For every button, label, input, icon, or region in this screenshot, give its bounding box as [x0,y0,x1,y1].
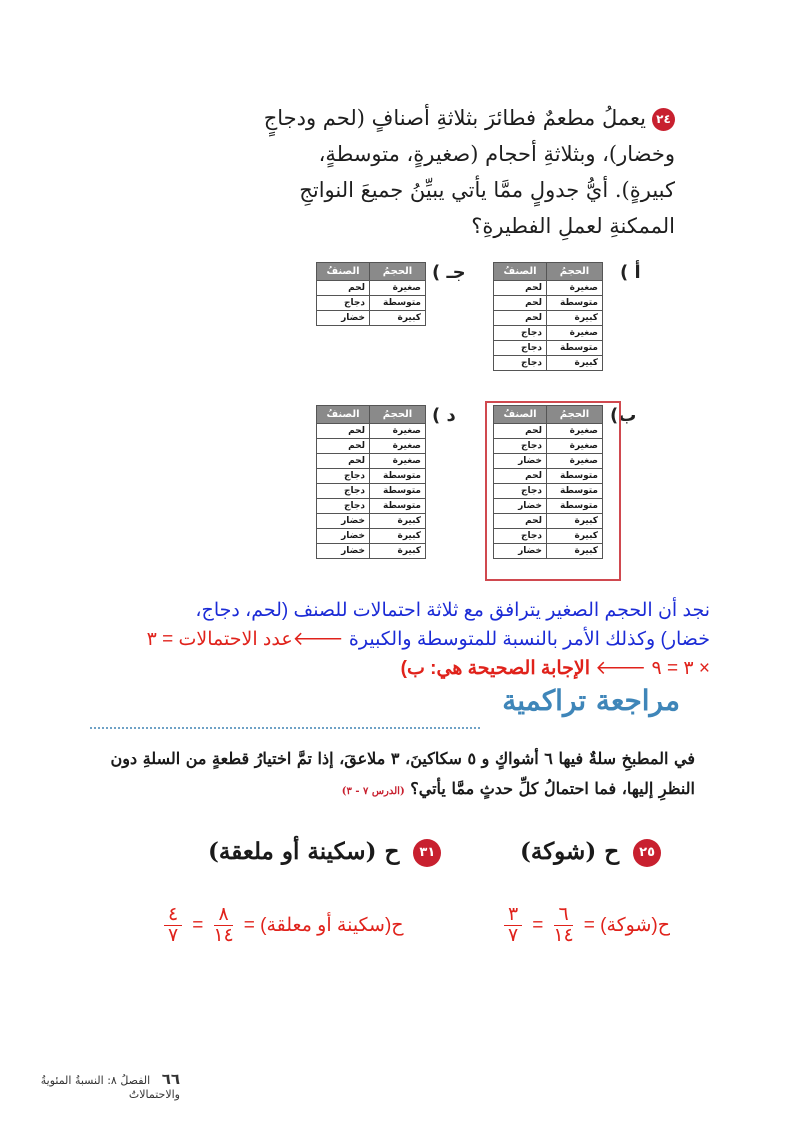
option-a-label[interactable]: أ ) [620,262,641,283]
cell-size: كبيرة [547,311,603,326]
fraction [553,905,573,946]
arrow-icon: 🡐 [292,629,344,650]
explanation-count: عدد الاحتمالات = ٣ [146,629,293,650]
numerator: ٦ [554,905,572,926]
header-size: الحجمُ [547,406,603,424]
cell-type: لحم [494,296,547,311]
question-24 [255,100,675,244]
answer-label: ح(سكينة أو معلقة) = [243,915,404,936]
table-row [494,484,603,499]
fraction [213,905,233,946]
cell-type: دجاج [317,499,370,514]
cell-type: لحم [494,514,547,529]
cell-size: متوسطة [547,484,603,499]
explanation-line-2 [90,625,710,654]
table-row [494,326,603,341]
cell-size: صغيرة [547,439,603,454]
question-31 [208,838,441,867]
header-type: الصنفُ [317,263,370,281]
page-number: ٦٦ [161,1070,180,1088]
equals-sign: = [532,914,544,936]
table-row [494,544,603,559]
question-text: ح (شوكة) [520,838,620,865]
table-row [494,454,603,469]
cell-size: متوسطة [547,499,603,514]
question-number-badge: ٣١ [413,839,441,867]
table-row [317,311,426,326]
cell-size: متوسطة [547,469,603,484]
table-row [317,529,426,544]
cell-size: متوسطة [370,469,426,484]
numerator: ٣ [504,905,522,926]
table-row [317,544,426,559]
question-25 [520,838,661,867]
cell-type: خضار [317,514,370,529]
question-text: يعملُ مطعمٌ فطائرَ بثلاثةِ أصنافٍ (لحم ودجاجٍ وخضار)، وبثلاثةِ أحجام (صغيرةٍ، متوسطةٍ، كبيرةٍ). أيُّ جدولٍ ممَّا يأتي يبيِّنُ جميعَ النواتجِ الممكنةِ لعملِ الفطيرةِ؟ [263,106,675,238]
cell-size: متوسطة [370,484,426,499]
cell-size: كبيرة [370,514,426,529]
cell-type: لحم [317,454,370,469]
header-type: الصنفُ [317,406,370,424]
explanation-line-1: نجد أن الحجم الصغير يترافق مع ثلاثة احتمالات للصنف (لحم، دجاج، [195,600,710,621]
cell-size: صغيرة [370,454,426,469]
arrow-icon: 🡐 [595,658,647,679]
cell-size: كبيرة [547,529,603,544]
header-size: الحجمُ [370,406,426,424]
review-prompt-text: في المطبخِ سلةٌ فيها ٦ أشواكٍ و ٥ سكاكينَ، ٣ ملاعقَ، إذا تمَّ اختيارُ قطعةٍ من السلةِ دون النظرِ إليها، فما احتمالُ كلِّ حدثٍ ممَّا يأتي؟ [110,749,695,798]
cell-size: صغيرة [547,454,603,469]
cell-size: متوسطة [370,296,426,311]
table-row [494,529,603,544]
denominator: ١٤ [553,925,574,946]
cell-size: كبيرة [370,544,426,559]
cell-size: متوسطة [370,499,426,514]
table-row [494,296,603,311]
cell-size: كبيرة [547,356,603,371]
cell-size: صغيرة [547,281,603,296]
question-text: ح (سكينة أو ملعقة) [208,838,400,865]
cell-type: لحم [317,281,370,296]
table-row [494,341,603,356]
cell-size: كبيرة [547,544,603,559]
option-b-table [493,405,603,559]
answer-label: ح(شوكة) = [583,915,671,936]
review-divider [90,727,480,729]
cell-type: لحم [317,424,370,439]
table-row [494,469,603,484]
denominator: ١٤ [213,925,234,946]
table-row [317,484,426,499]
cell-type: لحم [494,424,547,439]
cell-size: صغيرة [370,281,426,296]
option-d-table [316,405,426,559]
explanation-line-3 [90,654,710,683]
option-j-table [316,262,426,326]
review-prompt [110,744,695,807]
header-type: الصنفُ [494,263,547,281]
option-d-label[interactable]: د ) [432,405,456,426]
table-row [317,499,426,514]
cell-type: لحم [494,311,547,326]
cell-size: صغيرة [547,424,603,439]
cell-type: دجاج [317,484,370,499]
cell-size: صغيرة [370,424,426,439]
cell-type: لحم [494,281,547,296]
answer-31 [160,905,404,946]
header-type: الصنفُ [494,406,547,424]
cell-size: كبيرة [370,529,426,544]
table-row [494,514,603,529]
table-row [494,311,603,326]
table-row [494,439,603,454]
cell-type: لحم [494,469,547,484]
cell-type: لحم [317,439,370,454]
cell-type: خضار [494,454,547,469]
cell-size: كبيرة [547,514,603,529]
cell-type: دجاج [494,484,547,499]
equals-sign: = [192,914,204,936]
table-row [494,281,603,296]
cell-type: دجاج [494,439,547,454]
explanation-line-2-text: خضار) وكذلك الأمر بالنسبة للمتوسطة والكبيرة [348,629,710,650]
cell-type: دجاج [494,326,547,341]
cell-type: دجاج [317,296,370,311]
table-row [317,424,426,439]
correct-answer: الإجابة الصحيحة هي: ب) [400,658,591,679]
question-number-badge: ٢٤ [652,108,675,131]
cell-size: كبيرة [370,311,426,326]
header-size: الحجمُ [370,263,426,281]
option-a-table [493,262,603,371]
cell-type: خضار [494,544,547,559]
fraction [164,905,182,946]
denominator: ٧ [508,925,519,946]
review-title: مراجعة تراكمية [502,684,680,717]
numerator: ٨ [214,905,232,926]
cell-size: صغيرة [547,326,603,341]
cell-size: متوسطة [547,296,603,311]
table-row [317,281,426,296]
table-row [494,356,603,371]
table-row [494,499,603,514]
option-b-label[interactable]: ب) [610,405,637,426]
fraction [504,905,522,946]
cell-type: خضار [317,544,370,559]
cell-type: خضار [317,311,370,326]
table-row [317,469,426,484]
cell-size: متوسطة [547,341,603,356]
page-footer [5,1070,180,1101]
table-row [317,296,426,311]
header-size: الحجمُ [547,263,603,281]
cell-type: خضار [494,499,547,514]
solution-explanation [90,596,710,683]
cell-type: خضار [317,529,370,544]
explanation-product: × ٣ = ٩ [651,658,710,679]
answer-25 [500,905,670,946]
table-row [317,454,426,469]
numerator: ٤ [164,905,182,926]
table-row [317,439,426,454]
table-row [317,514,426,529]
cell-type: دجاج [494,341,547,356]
question-number-badge: ٢٥ [633,839,661,867]
lesson-reference: (الدرس ٧ - ٣) [341,786,405,797]
cell-type: دجاج [494,356,547,371]
table-row [494,424,603,439]
cell-type: دجاج [317,469,370,484]
option-j-label[interactable]: جـ ) [432,262,466,283]
denominator: ٧ [168,925,179,946]
cell-type: دجاج [494,529,547,544]
cell-size: صغيرة [370,439,426,454]
chapter-title: الفصلُ ٨: النسبةُ المئويةُ والاحتمالاتُ [40,1074,180,1101]
